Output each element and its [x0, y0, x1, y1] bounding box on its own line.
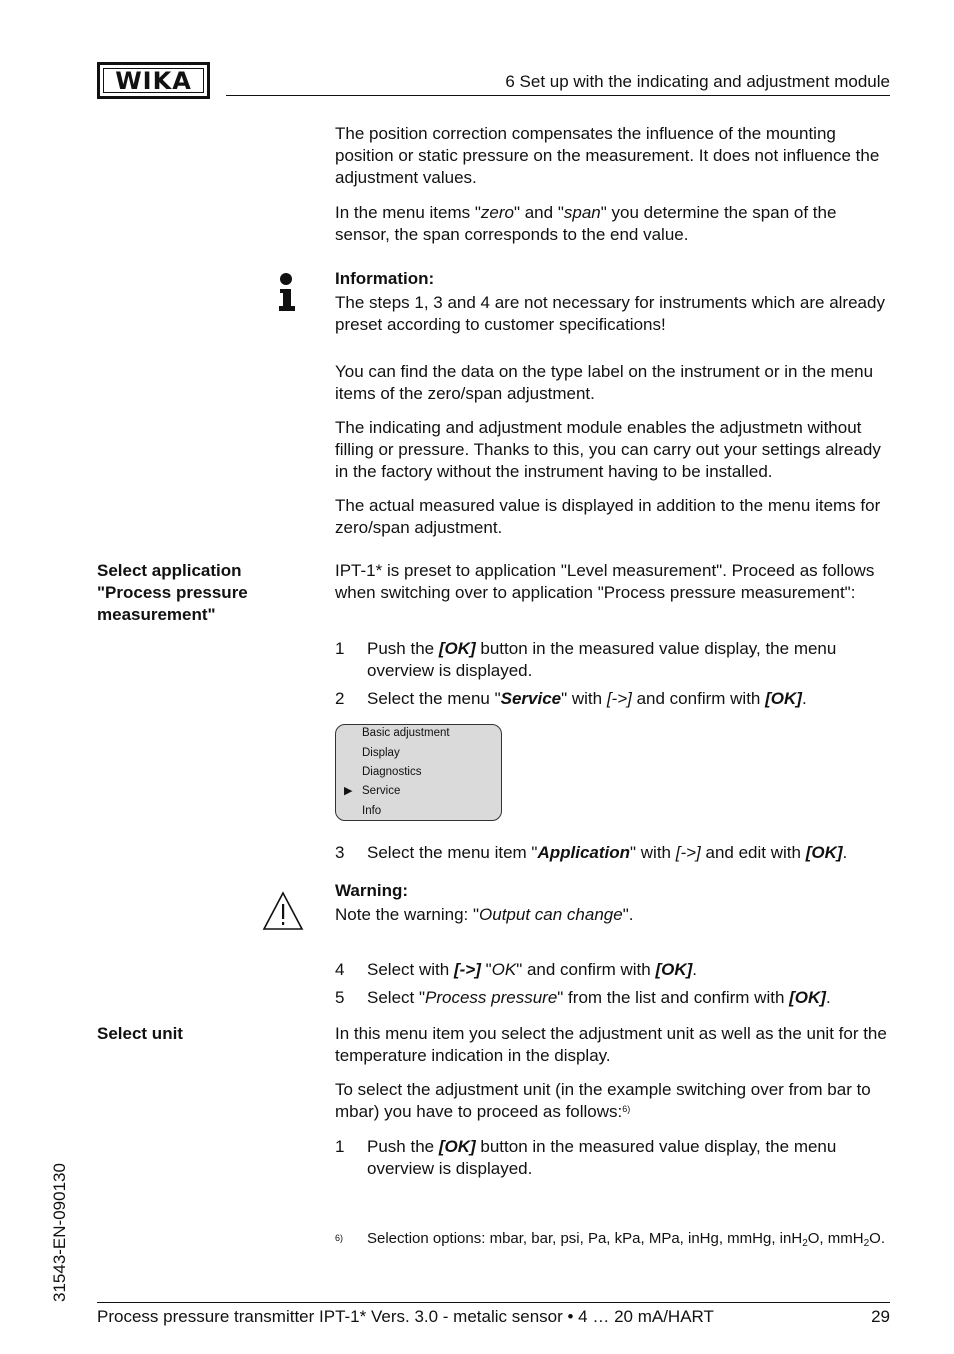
- paragraph-measured-value: The actual measured value is displayed in addition to the menu items for zero/span adjustment.: [335, 496, 881, 537]
- menu-item-basic-adjustment: Basic adjustment: [362, 727, 450, 739]
- paragraph-preset-application: IPT-1* is preset to application "Level measurement". Proceed as follows when switching over to application "Process pressure measurement":: [335, 561, 875, 602]
- paragraph-zero-span: In the menu items "zero" and "span" you determine the span of the sensor, the span corresponds to the end value.: [335, 203, 837, 244]
- menu-item-display: Display: [362, 747, 400, 759]
- side-heading-select-unit: Select unit: [97, 1024, 183, 1043]
- paragraph-position-correction: The position correction compensates the influence of the mounting position or static pressure on the measurement. It does not influence the adjustment values.: [335, 124, 880, 187]
- menu-item-service: Service: [362, 785, 401, 797]
- page-number: 29: [871, 1307, 890, 1326]
- warning-icon: [262, 891, 304, 931]
- header-rule: [226, 95, 890, 96]
- footer-title: Process pressure transmitter IPT-1* Vers. 3.0 - metalic sensor • 4 … 20 mA/HART: [97, 1307, 714, 1326]
- document-number: 31543-EN-090130: [50, 1163, 69, 1302]
- warning-block: [335, 880, 895, 926]
- paragraph-select-unit: In this menu item you select the adjustment unit as well as the unit for the temperature indication in the display.: [335, 1024, 887, 1065]
- warning-text: Note the warning: "Output can change".: [335, 905, 634, 924]
- footnote-reference: 6): [622, 1104, 631, 1114]
- information-icon: [277, 273, 297, 313]
- footnote-text: Selection options: mbar, bar, psi, Pa, kPa, MPa, inHg, mmHg, inH$_2$O, mmH$_2$O.: [367, 1230, 885, 1249]
- logo-text: WIKA: [103, 68, 204, 93]
- menu-item-info: Info: [362, 805, 382, 817]
- side-heading-select-application: Select application "Process pressure measurement": [97, 561, 248, 624]
- footer-rule: [97, 1302, 890, 1303]
- warning-title: Warning:: [335, 881, 409, 900]
- information-title: Information:: [335, 269, 435, 288]
- paragraph-adjustment-module: The indicating and adjustment module enables the adjustmetn without filling or pressure. Thanks to this, you can carry out your settings already in the factory without the instrument having to be installed.: [335, 418, 881, 481]
- menu-display: [335, 724, 502, 821]
- menu-item-diagnostics: Diagnostics: [362, 766, 422, 778]
- footnote-mark: 6): [335, 1233, 344, 1243]
- paragraph-adjustment-unit: To select the adjustment unit (in the example switching over from bar to mbar) you have to proceed as follows:$^{6)}$: [335, 1080, 871, 1121]
- chapter-header: 6 Set up with the indicating and adjustment module: [505, 72, 890, 91]
- information-block: [335, 268, 895, 336]
- information-text: The steps 1, 3 and 4 are not necessary for instruments which are already preset according to customer specifications!: [335, 293, 885, 334]
- menu-selection-arrow-icon: ▶: [344, 785, 353, 797]
- wika-logo: [97, 62, 210, 99]
- paragraph-type-label: You can find the data on the type label on the instrument or in the menu items of the zero/span adjustment.: [335, 362, 874, 403]
